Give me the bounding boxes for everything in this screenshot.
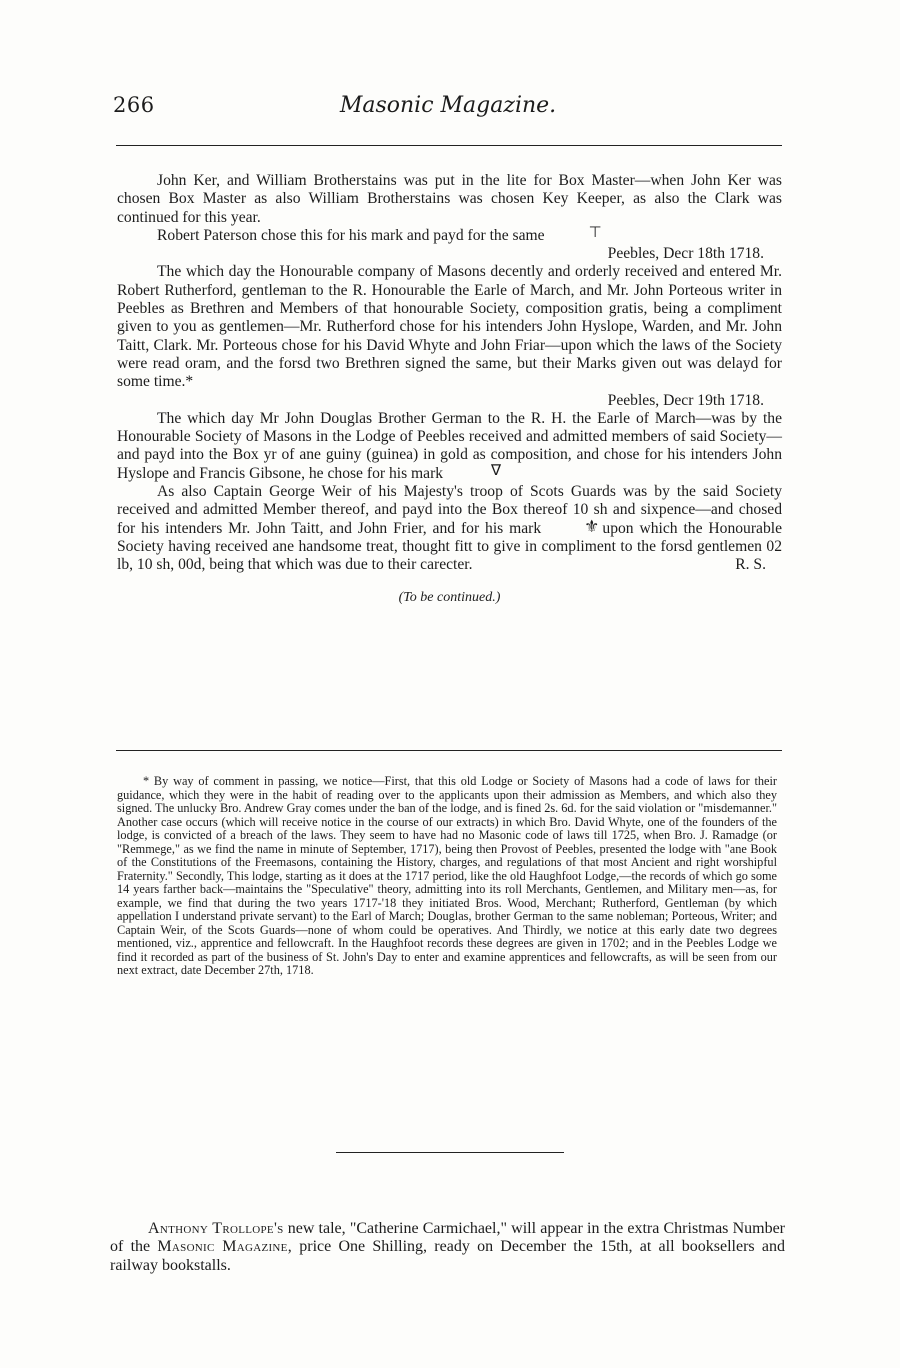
notice-author: Anthony Trollope's [148,1220,284,1237]
notice-text-b: price One Shilling, ready on December the 15th, at all booksellers and railway bookstalls. [110,1238,786,1274]
article-body [117,172,782,607]
page-number: 266 [113,93,155,117]
notice-magazine-name: Masonic Magazine, [157,1238,292,1256]
paragraph-paterson-mark [117,224,782,245]
date-line-19th: Peebles, Decr 19th 1718. [607,391,764,409]
footnote-rule [116,750,782,751]
date-line-18th: Peebles, Decr 18th 1718. [607,245,764,263]
paragraph-rutherford-porteous: The which day the Honourable company of Masons decently and orderly received and entered Mr. Robert Rutherford, gentleman to the R. Honourable the Earle of March, and Mr. John Porteous writer in Peebles as Brethren and Members of that honourable Society, composition gratis, being a compliment given to you as gentlemen—Mr. Rutherford chose for his intenders John Hyslope, Warden, and Mr. John Taitt, Clark. Mr. Porteous chose for his David Whyte and John Friar—upon which the laws of the Society were read oram, and the forsd two Brethren signed the same, but their Marks given out was delayd for some time.* [117,263,782,391]
douglas-text: The which day Mr John Douglas Brother German to the R. H. the Earle of March—was by the Honourable Society of Masons in the Lodge of Peebles received and admitted members of said Society—and payd into the Box yr of ane guiny (guinea) in gold as composition, and chose for his intenders John Hyslope and Francis Gibsone, he chose for his mark [117,409,782,482]
header-rule [116,145,782,146]
running-title: Masonic Magazine. [339,93,557,118]
weir-text-a: As also Captain George Weir of his Majesty's troop of Scots Guards was by the said Society received and admitted Member thereof, and payd into the Box thereof 10 sh and sixpence—and chosed for his intenders Mr. John Taitt, and John Frier, and for his mark [117,483,782,537]
footnote-text: * By way of comment in passing, we notice—First, that this old Lodge or Society of Masons had a code of laws for their guidance, which they were in the habit of reading over to the applicants upon their admission as Members, and which also they signed. The unlucky Bro. Andrew Gray comes under the ban of the lodge, and is fined 2s. 6d. for the said violation or "misdemanner." Another case occurs (which will receive notice in the course of our extracts) in which Bro. David Whyte, one of the founders of the lodge, is convicted of a breach of the laws. They seem to have had no Masonic code of laws till 1725, when Bro. J. Ramadge (or "Remmege," as we find the name in minute of September, 1717), being then Provost of Peebles, presented the lodge with "ane Book of the Constitutions of the Freemasons, containing the History, charges, and regulations of that most Ancient and right worshipful Fraternity." Secondly, This lodge, starting as it does at the 1717 period, like the old Haughfoot Lodge,—the records of which go some 14 years farther back—maintains the "Speculative" theory, admitting into its roll Merchants, Gentlemen, and Military men—as, for example, we find that during the two years 1717-'18 they initiated Bros. Wood, Merchant; Rutherford, Gentleman (by which appellation I understand private servant) to the Earl of March; Douglas, brother German to the same nobleman; Porteous, Writer; and Captain Weir, of the Scots Guards—none of whom could be operatives. And Thirdly, we notice at this early date two degrees mentioned, viz., apprentice and fellowcraft. In the Haughfoot records these degrees are given in 1702; and in the Peebles Lodge we find it recorded as part of the business of St. John's Day to enter and examine apprentices and fellowcrafts, as will be seen from our next extract, date December 27th, 1718. [117,774,777,977]
trollope-notice [110,1220,785,1275]
signoff-initials: R. S. [735,556,766,574]
section-divider [336,1152,564,1153]
paragraph-weir [117,483,782,574]
paragraph-douglas [117,410,782,483]
footnote [117,775,777,978]
paterson-text: Robert Paterson chose this for his mark and payd for the same [157,226,545,244]
notice-text-a: new tale, "Catherine Carmichael," will appear in the extra Christmas Number of the [110,1220,786,1256]
page-header [113,93,783,123]
weir-text-b: upon which the Honourable Society having received ane handsome treat, thought fitt to give in compliment to the forsd gentlemen 02 lb, 10 sh, 00d, being that which was due to their carecter. [117,519,783,574]
to-be-continued: (To be continued.) [398,589,501,605]
paterson-mark-icon: ⊤ [588,224,602,241]
weir-mark-icon: ⚜ [584,516,600,536]
douglas-mark-icon: ∇ [491,462,502,479]
notice-paragraph [110,1220,785,1275]
paragraph-box-master: John Ker, and William Brotherstains was put in the lite for Box Master—when John Ker was chosen Box Master as also William Brotherstains was chosen Key Keeper, as also the Clark was continued for this year. [117,172,782,226]
